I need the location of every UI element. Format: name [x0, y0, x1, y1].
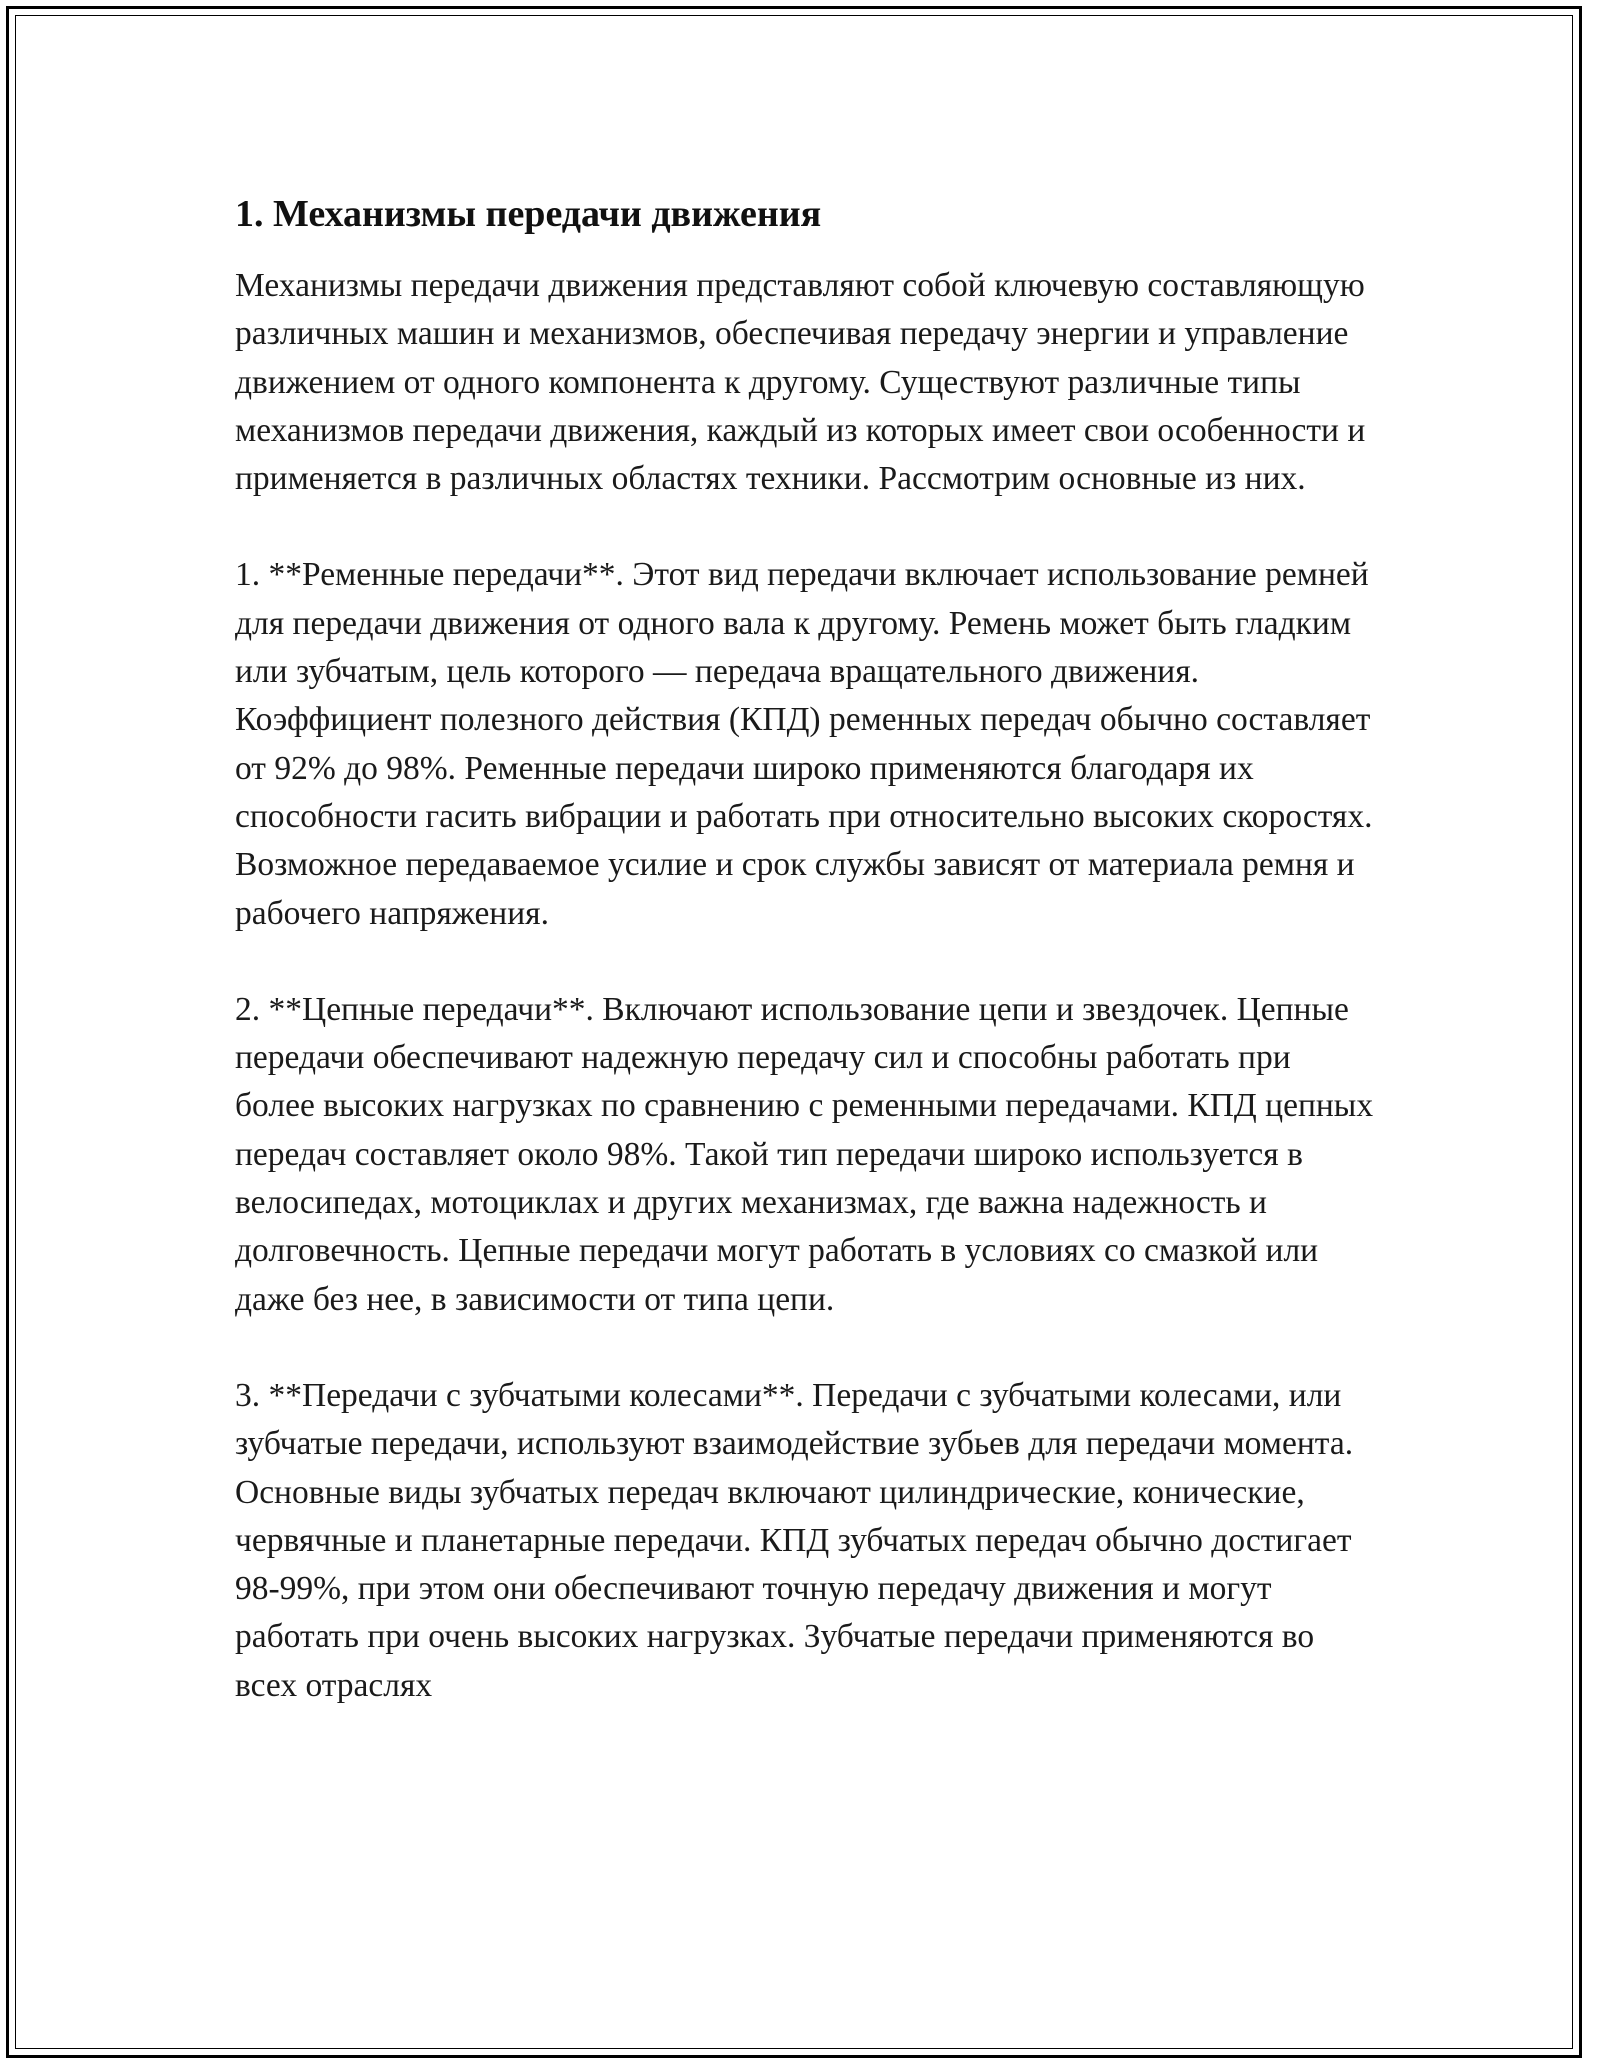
- gear-drives-paragraph: 3. **Передачи с зубчатыми колесами**. Передачи с зубчатыми колесами, или зубчатые передачи, используют взаимодействие зубьев для передачи момента. Основные виды зубчатых передач включают цилиндрические, конические, червячные и планетарные передачи. КПД зубчатых передач обычно достигает 98-99%, при этом они обеспечивают точную передачу движения и могут работать при очень высоких нагрузках. Зубчатые передачи применяются во всех отраслях: [235, 1376, 1354, 1704]
- document-body: [235, 188, 1375, 1758]
- section-heading: 1. Механизмы передачи движения: [235, 193, 822, 235]
- chain-drives-paragraph: 2. **Цепные передачи**. Включают использование цепи и звездочек. Цепные передачи обеспечивают надежную передачу сил и способны работать при более высоких нагрузках по сравнению с ременными передачами. КПД цепных передач составляет около 98%. Такой тип передачи широко используется в велосипедах, мотоциклах и других механизмах, где важна надежность и долговечность. Цепные передачи могут работать в условиях со смазкой или даже без нее, в зависимости от типа цепи.: [235, 990, 1374, 1318]
- belt-drives-paragraph: 1. **Ременные передачи**. Этот вид передачи включает использование ремней для передачи движения от одного вала к другому. Ремень может быть гладким или зубчатым, цель которого — передача вращательного движения. Коэффициент полезного действия (КПД) ременных передач обычно составляет от 92% до 98%. Ременные передачи широко применяются благодаря их способности гасить вибрации и работать при относительно высоких скоростях. Возможное передаваемое усилие и срок службы зависят от материала ремня и рабочего напряжения.: [235, 556, 1373, 932]
- intro-paragraph: Механизмы передачи движения представляют собой ключевую составляющую различных машин и механизмов, обеспечивая передачу энергии и управление движением от одного компонента к другому. Существуют различные типы механизмов передачи движения, каждый из которых имеет свои особенности и применяется в различных областях техники. Рассмотрим основные из них.: [235, 267, 1366, 498]
